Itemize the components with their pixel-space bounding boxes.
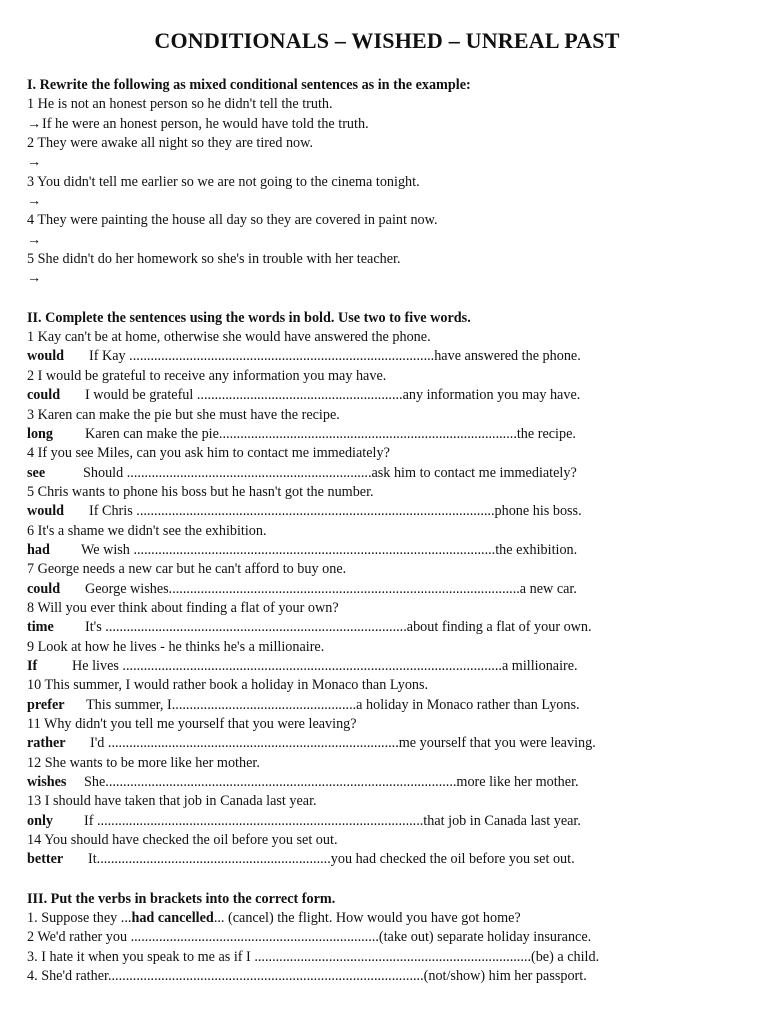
s2-answer-text: She...................................................................................................more like her mother. <box>84 774 579 791</box>
s1-answer-3 <box>27 192 747 211</box>
section-2-list <box>27 328 747 870</box>
s2-question: 12 She wants to be more like her mother. <box>27 754 260 771</box>
section-2-heading: II. Complete the sentences using the words in bold. Use two to five words. <box>27 309 471 326</box>
s2-question: 7 George needs a new car but he can't afford to buy one. <box>27 561 347 578</box>
s1-question-1: 1 He is not an honest person so he didn't tell the truth. <box>27 96 333 113</box>
s1-question-3: 3 You didn't tell me earlier so we are not going to the cinema tonight. <box>27 173 420 190</box>
s2-answer-text: I would be grateful ..........................................................any information you may have. <box>85 387 581 404</box>
s2-answer-text: This summer, I....................................................a holiday in Monaco rather than Lyons. <box>86 696 580 713</box>
s2-keyword: could <box>27 387 61 404</box>
s2-keyword: better <box>27 851 64 868</box>
s1-question-2: 2 They were awake all night so they are tired now. <box>27 135 314 152</box>
s2-keyword: would <box>27 503 65 520</box>
s2-answer-text: George wishes...................................................................................................a new car. <box>85 580 577 597</box>
s1-answer-4 <box>27 231 747 250</box>
s2-keyword: wishes <box>27 774 67 791</box>
s2-answer-text: If ............................................................................................that job in Canada last year. <box>84 812 581 829</box>
s2-answer-line <box>27 541 747 560</box>
s2-question: 2 I would be grateful to receive any information you may have. <box>27 367 387 384</box>
s2-question: 5 Chris wants to phone his boss but he hasn't got the number. <box>27 483 374 500</box>
s2-answer-text: If Chris .....................................................................................................phone his boss. <box>89 503 582 520</box>
s2-answer-line <box>27 347 747 366</box>
s2-answer-text: He lives ...........................................................................................................a millionaire. <box>72 657 578 674</box>
s2-keyword: rather <box>27 735 66 752</box>
s2-question: 6 It's a shame we didn't see the exhibition. <box>27 522 267 539</box>
s2-question: 8 Will you ever think about finding a flat of your own? <box>27 599 339 616</box>
s2-question: 14 You should have checked the oil before you set out. <box>27 832 338 849</box>
arrow-icon: → <box>27 270 42 287</box>
page-title: CONDITIONALS – WISHED – UNREAL PAST <box>154 28 620 53</box>
s2-answer-line <box>27 734 747 753</box>
s2-keyword: time <box>27 619 54 636</box>
s2-answer-line <box>27 425 747 444</box>
s1-answer-1 <box>27 115 747 134</box>
s1-question-4: 4 They were painting the house all day so they are covered in paint now. <box>27 212 438 229</box>
worksheet-page <box>27 28 747 986</box>
s2-answer-line <box>27 580 747 599</box>
s2-answer-text: Karen can make the pie....................................................................................the recipe. <box>85 425 576 442</box>
s2-question: 3 Karen can make the pie but she must have the recipe. <box>27 406 340 423</box>
s3-item-4: 4. She'd rather.........................................................................................(not/show) him her passport. <box>27 968 587 985</box>
s2-question: 10 This summer, I would rather book a holiday in Monaco than Lyons. <box>27 677 429 694</box>
s2-keyword: had <box>27 541 50 558</box>
s1-question-5: 5 She didn't do her homework so she's in trouble with her teacher. <box>27 251 401 268</box>
arrow-icon: → <box>27 154 42 171</box>
s2-keyword: would <box>27 348 65 365</box>
s2-answer-text: We wish ......................................................................................................the exhibition. <box>81 541 578 558</box>
s3-item-2: 2 We'd rather you ......................................................................(take out) separate holiday insurance. <box>27 929 592 946</box>
s2-answer-line <box>27 773 747 792</box>
s2-answer-text: It..................................................................you had checked the oil before you set out. <box>88 851 575 868</box>
s2-answer-text: It's .....................................................................................about finding a flat of your own. <box>85 619 592 636</box>
s3-item-1-example: had cancelled <box>131 910 214 927</box>
s2-answer-line <box>27 812 747 831</box>
arrow-icon: → <box>27 115 42 132</box>
s2-answer-text: If Kay ......................................................................................have answered the phone. <box>89 348 581 365</box>
s1-answer-5 <box>27 269 747 288</box>
s2-answer-line <box>27 850 747 869</box>
s3-item-1 <box>27 909 747 928</box>
s3-item-3: 3. I hate it when you speak to me as if I ..............................................................................(be) a child. <box>27 948 600 965</box>
s1-answer-2 <box>27 153 747 172</box>
s2-question: 1 Kay can't be at home, otherwise she would have answered the phone. <box>27 329 431 346</box>
s2-keyword: long <box>27 425 54 442</box>
s2-keyword: could <box>27 580 61 597</box>
s2-answer-line <box>27 618 747 637</box>
arrow-icon: → <box>27 193 42 210</box>
s2-question: 9 Look at how he lives - he thinks he's a millionaire. <box>27 638 325 655</box>
s2-keyword: see <box>27 464 46 481</box>
s2-keyword: If <box>27 657 38 674</box>
s3-item-1-pre: 1. Suppose they ... <box>27 910 132 927</box>
s2-question: 4 If you see Miles, can you ask him to contact me immediately? <box>27 445 390 462</box>
s2-answer-text: I'd ..................................................................................me yourself that you were leaving. <box>90 735 596 752</box>
section-spacer <box>27 870 747 890</box>
section-3-heading: III. Put the verbs in brackets into the correct form. <box>27 890 336 907</box>
s2-question: 11 Why didn't you tell me yourself that you were leaving? <box>27 716 357 732</box>
s2-answer-line <box>27 386 747 405</box>
s1-answer-text: If he were an honest person, he would have told the truth. <box>42 115 369 132</box>
s2-question: 13 I should have taken that job in Canada last year. <box>27 793 317 810</box>
s2-answer-line <box>27 502 747 521</box>
section-spacer <box>27 289 747 309</box>
s2-keyword: prefer <box>27 696 65 713</box>
s2-answer-text: Should .....................................................................ask him to contact me immediately? <box>83 464 577 481</box>
section-1-heading: I. Rewrite the following as mixed conditional sentences as in the example: <box>27 77 471 93</box>
s2-keyword: only <box>27 812 54 829</box>
s2-answer-line <box>27 464 747 483</box>
s3-item-1-post: ... (cancel) the flight. How would you have got home? <box>213 910 521 927</box>
s2-answer-line <box>27 657 747 676</box>
arrow-icon: → <box>27 231 42 248</box>
s2-answer-line <box>27 696 747 715</box>
